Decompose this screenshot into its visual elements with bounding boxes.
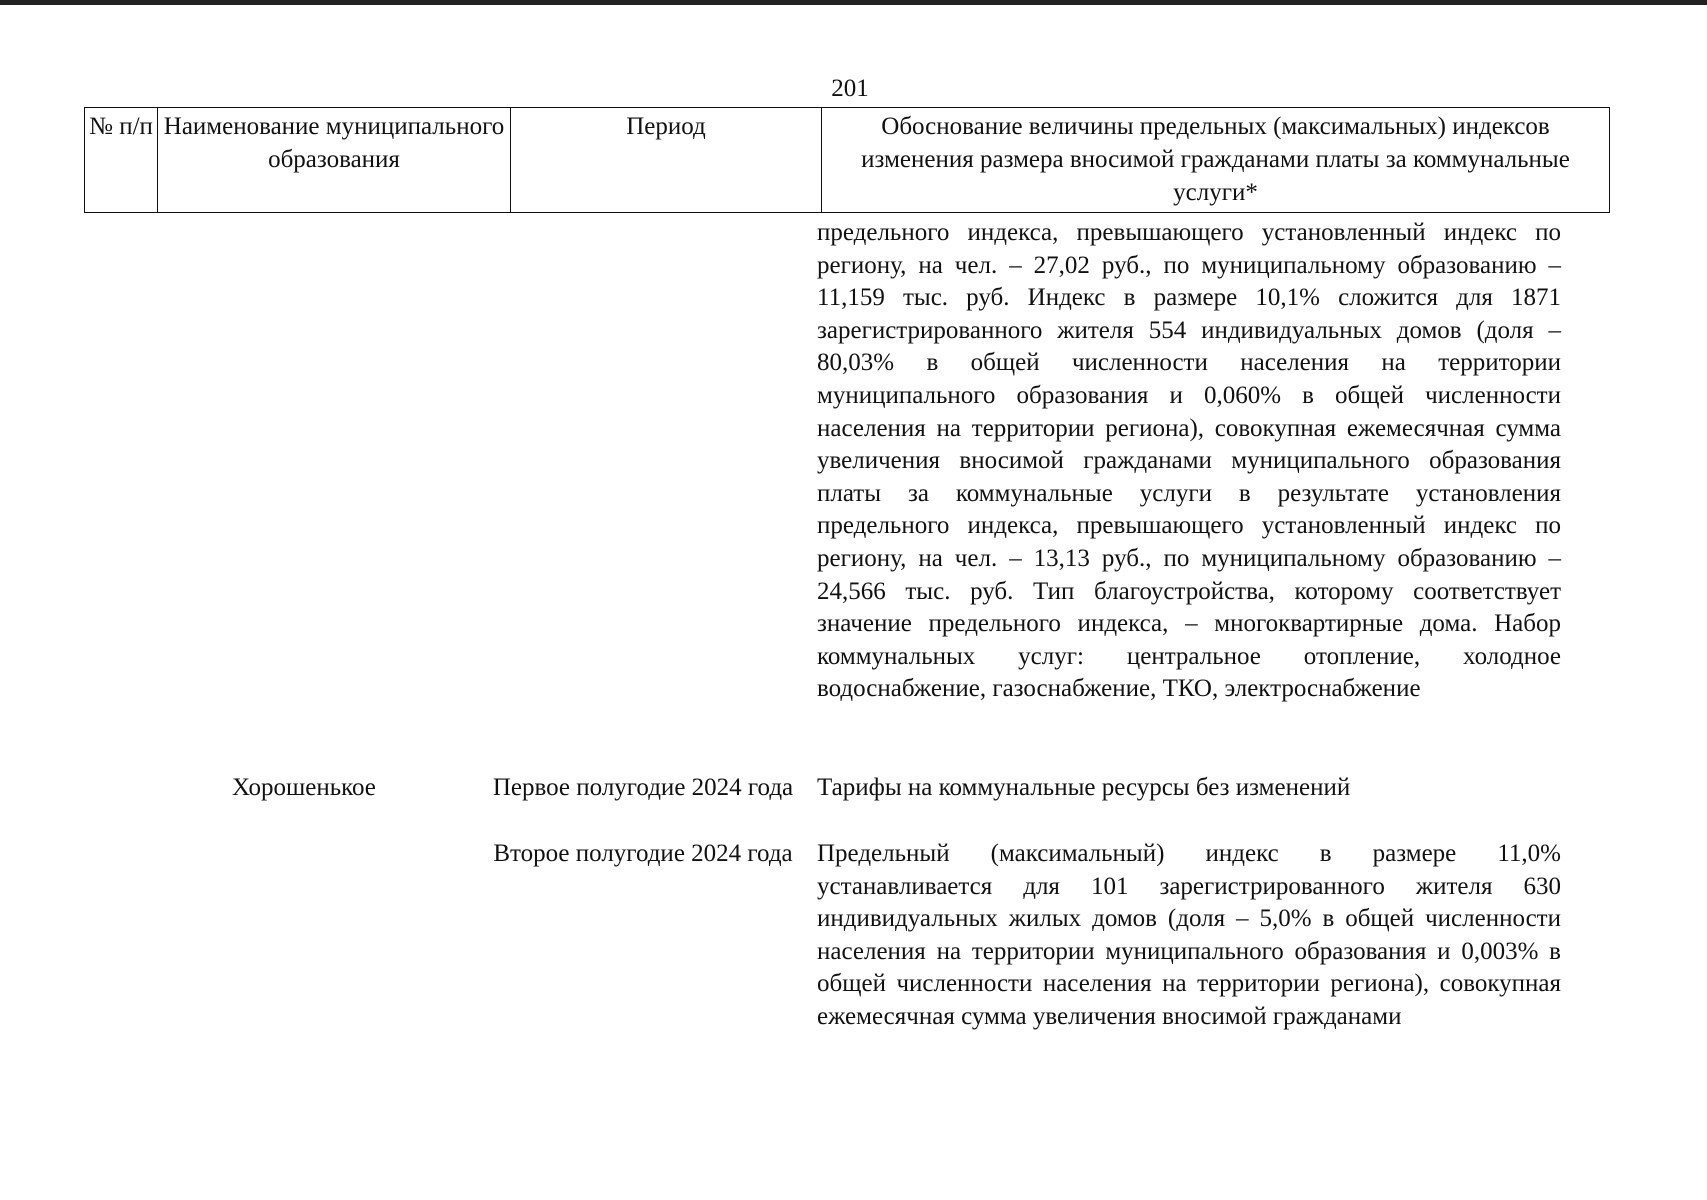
header-municipality: Наименование муниципального образования xyxy=(158,108,511,213)
row-period: Первое полугодие 2024 года xyxy=(492,774,794,801)
table-header-row xyxy=(85,108,1610,213)
row-period: Второе полугодие 2024 года xyxy=(493,840,793,867)
top-border-line xyxy=(0,0,1707,5)
row-municipality: Хорошенькое xyxy=(232,774,376,801)
header-justification: Обоснование величины предельных (максимальных) индексов изменения размера вносимой гражданами платы за коммунальные услуги* xyxy=(822,108,1610,213)
row-justification: Предельный (максимальный) индекс в размере 11,0% устанавливается для 101 зарегистрированного жителя 630 индивидуальных жилых домов (доля – 5,0% в общей численности населения на территории муниципального образования и 0,003% в общей численности населения на территории региона), совокупная ежемесячная сумма увеличения вносимой гражданами xyxy=(817,840,1561,1030)
table-row xyxy=(84,772,1573,838)
row-justification: Тарифы на коммунальные ресурсы без изменений xyxy=(817,774,1351,801)
page-number: 201 xyxy=(831,75,869,102)
row-justification: предельного индекса, превышающего установленный индекс по региону, на чел. – 27,02 руб., по муниципальному образованию – 11,159 тыс. руб. Индекс в размере 10,1% сложится для 1871 зарегистрированного жителя 554 индивидуальных домов (доля – 80,03% в общей численности населения на территории муниципального образования и 0,060% в общей численности населения на территории региона), совокупная ежемесячная сумма увеличения вносимой гражданами муниципального образования платы за коммунальные услуги в результате установления предельного индекса, превышающего установленный индекс по региону, на чел. – 13,13 руб., по муниципальному образованию – 24,566 тыс. руб. Тип благоустройства, которому соответствует значение предельного индекса, – многоквартирные дома. Набор коммунальных услуг: центральное отопление, холодное водоснабжение, газоснабжение, ТКО, электроснабжение xyxy=(817,219,1561,703)
table-row xyxy=(84,838,1573,1068)
table-row xyxy=(84,217,1573,772)
header-period: Период xyxy=(511,108,822,213)
header-num: № п/п xyxy=(85,108,158,213)
table-header xyxy=(84,107,1610,213)
